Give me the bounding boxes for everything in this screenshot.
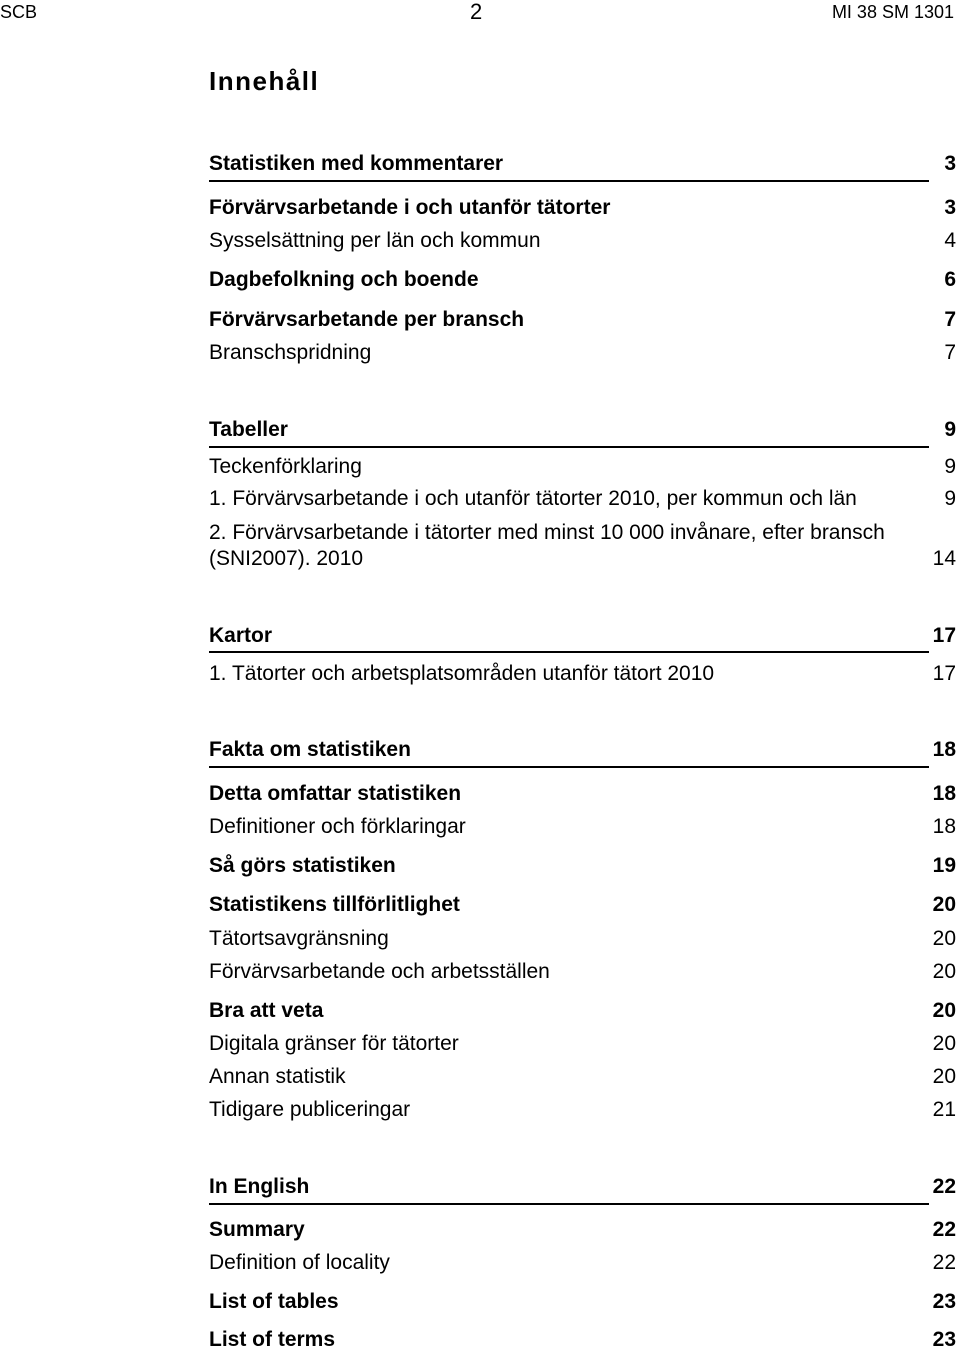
toc-entry-text: List of tables	[209, 1290, 339, 1313]
toc-entry[interactable]	[209, 623, 956, 649]
toc-entry[interactable]	[209, 228, 956, 254]
toc-entry-page: 22	[932, 1175, 956, 1198]
toc-entry-page: 18	[932, 782, 956, 805]
toc-entry-text: Dagbefolkning och boende	[209, 268, 479, 291]
toc-entry-page: 7	[944, 308, 956, 331]
toc-entry-page: 3	[944, 152, 956, 175]
toc-entry-page: 20	[932, 1032, 956, 1055]
toc-entry[interactable]	[209, 926, 956, 952]
toc-entry[interactable]	[209, 661, 956, 687]
toc-entry-text: Förvärvsarbetande i och utanför tätorter	[209, 196, 611, 219]
toc-entry-page: 23	[932, 1328, 956, 1351]
page-number: 2	[470, 0, 483, 24]
toc-entry[interactable]	[209, 1327, 956, 1353]
toc-entry-text: Bra att veta	[209, 999, 324, 1022]
toc-entry-page: 9	[944, 487, 956, 510]
toc-entry-page: 3	[944, 196, 956, 219]
toc-entry-text: 1. Tätorter och arbetsplatsområden utanför tätort 2010	[209, 662, 715, 685]
toc-entry-text: 1. Förvärvsarbetande i och utanför tätorter 2010, per kommun och län	[209, 487, 857, 510]
toc-entry-text: Detta omfattar statistiken	[209, 782, 462, 805]
toc-entry-text: List of terms	[209, 1328, 336, 1351]
toc-entry-page: 18	[932, 738, 956, 761]
toc-entry[interactable]	[209, 1250, 956, 1276]
toc-entry-page: 7	[944, 341, 956, 364]
toc-entry-page: 14	[932, 547, 956, 570]
toc-entry[interactable]	[209, 1289, 956, 1315]
toc-entry-page: 17	[932, 624, 956, 647]
toc-entry-page: 23	[932, 1290, 956, 1313]
toc-entry-page: 22	[932, 1218, 956, 1241]
toc-entry[interactable]	[209, 1031, 956, 1057]
toc-entry-page: 20	[932, 960, 956, 983]
toc-entry[interactable]	[209, 853, 956, 879]
toc-entry-page: 20	[932, 927, 956, 950]
toc-entry-page: 20	[932, 893, 956, 916]
toc-entry-text: Förvärvsarbetande och arbetsställen	[209, 960, 550, 983]
toc-entry[interactable]	[209, 814, 956, 840]
toc-entry[interactable]	[209, 340, 956, 366]
toc-entry-page: 21	[932, 1098, 956, 1121]
toc-entry-page: 19	[932, 854, 956, 877]
toc-entry[interactable]	[209, 195, 956, 221]
section-divider	[209, 446, 929, 448]
toc-entry-text: In English	[209, 1175, 310, 1198]
header-left-label: SCB	[0, 2, 38, 22]
toc-entry[interactable]	[209, 998, 956, 1024]
toc-entry[interactable]	[209, 267, 956, 293]
toc-entry-text: Fakta om statistiken	[209, 738, 411, 761]
toc-entry-text: Branschspridning	[209, 341, 372, 364]
toc-entry-text: Tätortsavgränsning	[209, 927, 389, 950]
header-right-label: MI 38 SM 1301	[831, 2, 954, 22]
toc-entry-text: Teckenförklaring	[209, 455, 362, 478]
toc-entry-text: Statistikens tillförlitlighet	[209, 893, 460, 916]
toc-entry-page: 17	[932, 662, 956, 685]
toc-entry-text: Statistiken med kommentarer	[209, 152, 504, 175]
toc-entry-text: Definition of locality	[209, 1251, 390, 1274]
toc-entry[interactable]	[209, 486, 956, 512]
toc-entry-text: Annan statistik	[209, 1065, 346, 1088]
toc-entry[interactable]	[209, 737, 956, 763]
toc-entry[interactable]	[209, 781, 956, 807]
toc-entry-text: Förvärvsarbetande per bransch	[209, 308, 525, 331]
page-title: Innehåll	[209, 66, 320, 96]
toc-entry[interactable]	[209, 1097, 956, 1123]
toc-entry-text: Definitioner och förklaringar	[209, 815, 466, 838]
toc-entry[interactable]	[209, 417, 956, 443]
toc-entry[interactable]	[209, 307, 956, 333]
toc-entry-text: Summary	[209, 1218, 305, 1241]
toc-entry[interactable]	[209, 454, 956, 480]
toc-entry[interactable]	[209, 1217, 956, 1243]
section-divider	[209, 1203, 929, 1205]
section-divider	[209, 180, 929, 182]
toc-entry-page: 20	[932, 999, 956, 1022]
toc-entry-page: 18	[932, 815, 956, 838]
toc-entry-page: 4	[944, 229, 956, 252]
toc-entry[interactable]	[209, 1064, 956, 1090]
toc-entry-text: Sysselsättning per län och kommun	[209, 229, 541, 252]
section-divider	[209, 766, 929, 768]
toc-entry-page: 9	[944, 418, 956, 441]
toc-entry[interactable]	[209, 892, 956, 918]
section-divider	[209, 651, 929, 653]
toc-entry-text: Tabeller	[209, 418, 288, 441]
toc-entry[interactable]	[209, 520, 956, 572]
toc-entry-text: Tidigare publiceringar	[209, 1098, 411, 1121]
toc-entry[interactable]	[209, 959, 956, 985]
toc-entry-text: Digitala gränser för tätorter	[209, 1032, 459, 1055]
toc-entry-text: 2. Förvärvsarbetande i tätorter med minst 10 000 invånare, efter bransch (SNI2007). 2010	[209, 521, 885, 570]
toc-entry-page: 6	[944, 268, 956, 291]
toc-entry[interactable]	[209, 1174, 956, 1200]
toc-entry-page: 22	[932, 1251, 956, 1274]
toc-entry-page: 9	[944, 455, 956, 478]
toc-entry[interactable]	[209, 151, 956, 177]
toc-entry-page: 20	[932, 1065, 956, 1088]
toc-entry-text: Kartor	[209, 624, 273, 647]
toc-entry-text: Så görs statistiken	[209, 854, 396, 877]
